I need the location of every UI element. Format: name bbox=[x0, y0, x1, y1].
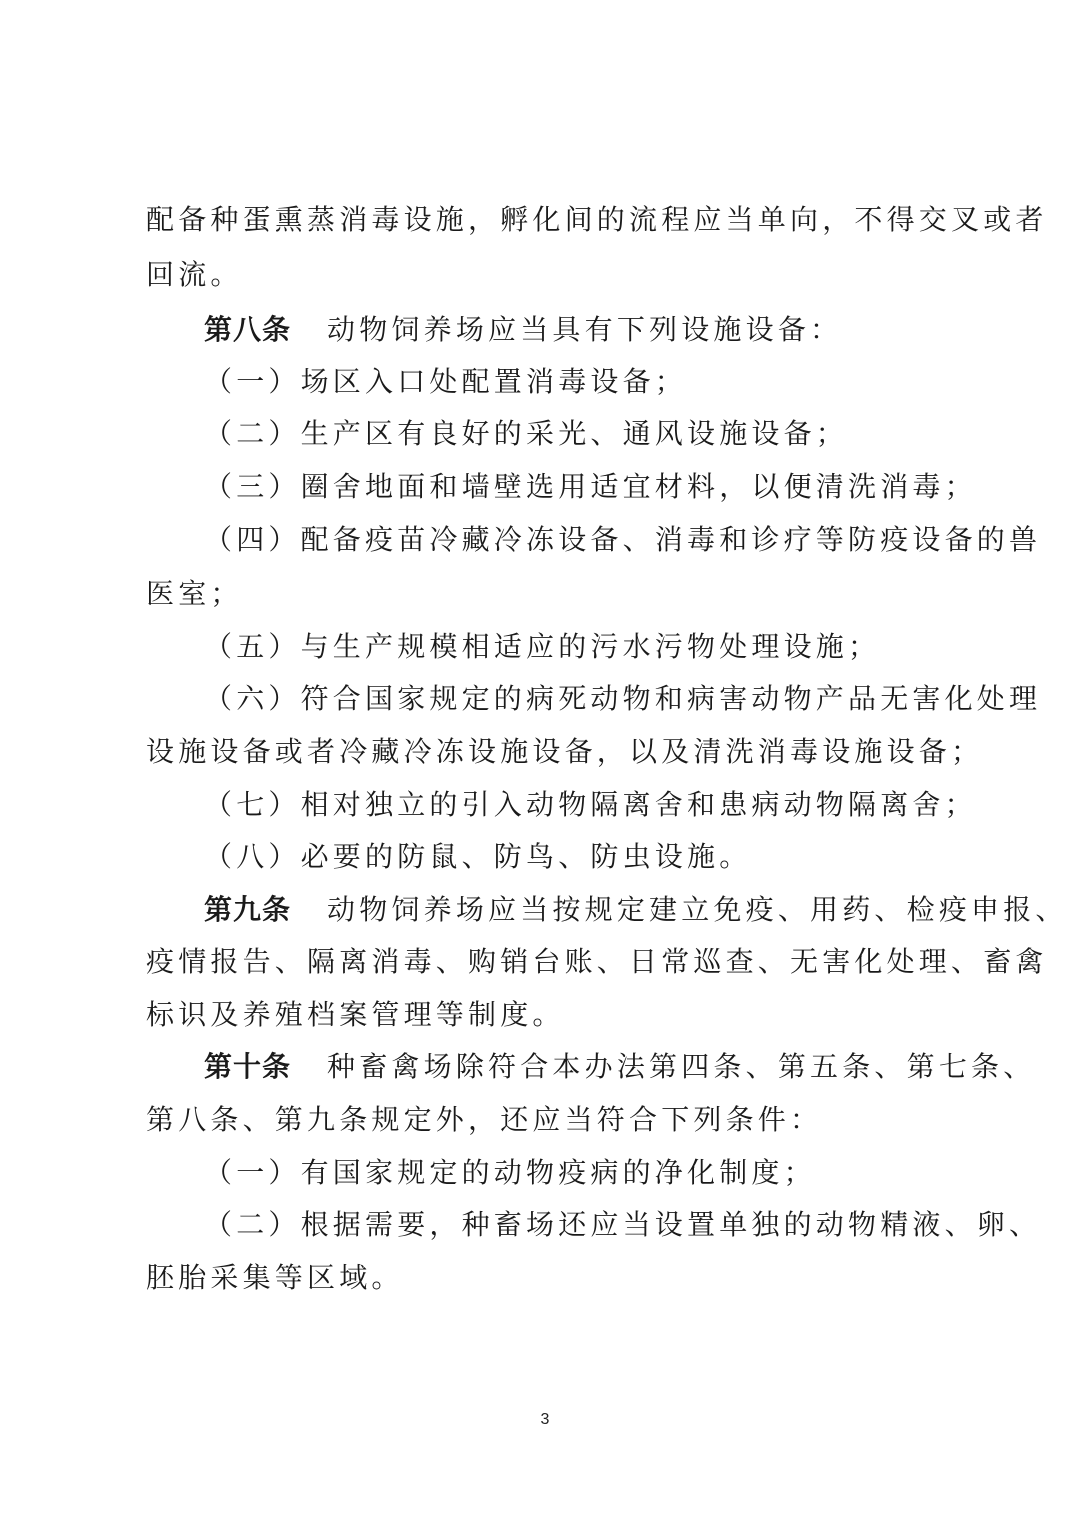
list-item: （七）相对独立的引入动物隔离舍和患病动物隔离舍； bbox=[204, 788, 977, 821]
article-heading: 第八条 bbox=[204, 313, 292, 346]
list-item: （三）圈舍地面和墙壁选用适宜材料，以便清洗消毒； bbox=[204, 470, 977, 503]
list-item: （五）与生产规模相适应的污水污物处理设施； bbox=[204, 630, 881, 663]
article-9 bbox=[204, 890, 1068, 930]
list-item: （一）场区入口处配置消毒设备； bbox=[204, 365, 688, 398]
paragraph-line: 配备种蛋熏蒸消毒设施，孵化间的流程应当单向，不得交叉或者 bbox=[146, 203, 1048, 236]
paragraph-line: 胚胎采集等区域。 bbox=[146, 1261, 404, 1294]
article-text: 动物饲养场应当按规定建立免疫、用药、检疫申报、 bbox=[327, 893, 1068, 926]
paragraph-line: 标识及养殖档案管理等制度。 bbox=[146, 998, 565, 1031]
list-item: （二）生产区有良好的采光、通风设施设备； bbox=[204, 417, 849, 450]
list-item: （二）根据需要，种畜场还应当设置单独的动物精液、卵、 bbox=[204, 1208, 1042, 1241]
paragraph-line: 疫情报告、隔离消毒、购销台账、日常巡查、无害化处理、畜禽 bbox=[146, 945, 1048, 978]
list-item: （一）有国家规定的动物疫病的净化制度； bbox=[204, 1156, 816, 1189]
article-heading: 第九条 bbox=[204, 893, 292, 926]
article-heading: 第十条 bbox=[204, 1050, 292, 1083]
paragraph-line: 回流。 bbox=[146, 258, 243, 291]
paragraph-line: 设施设备或者冷藏冷冻设施设备，以及清洗消毒设施设备； bbox=[146, 735, 984, 768]
list-item: （四）配备疫苗冷藏冷冻设备、消毒和诊疗等防疫设备的兽 bbox=[204, 523, 1042, 556]
article-text: 种畜禽场除符合本办法第四条、第五条、第七条、 bbox=[327, 1050, 1036, 1083]
article-8 bbox=[204, 310, 946, 350]
page-number: 3 bbox=[540, 1411, 550, 1428]
article-10 bbox=[204, 1047, 1036, 1087]
list-item: （八）必要的防鼠、防鸟、防虫设施。 bbox=[204, 840, 752, 873]
article-text: 动物饲养场应当具有下列设施设备： bbox=[327, 313, 843, 346]
paragraph-line: 第八条、第九条规定外，还应当符合下列条件： bbox=[146, 1103, 823, 1136]
list-item: （六）符合国家规定的病死动物和病害动物产品无害化处理 bbox=[204, 682, 1042, 715]
paragraph-line: 医室； bbox=[146, 577, 243, 610]
